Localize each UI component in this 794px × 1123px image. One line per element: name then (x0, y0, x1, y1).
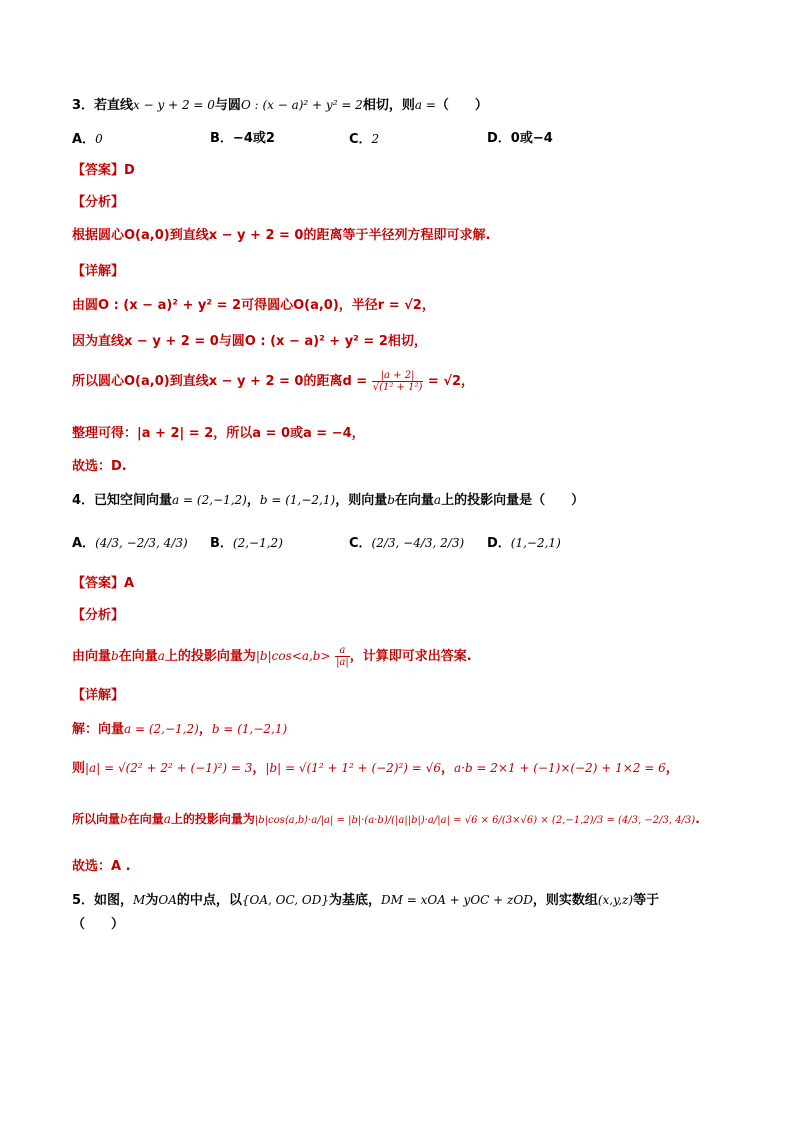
q4-option-c: C．(2/3, −4/3, 2/3) (349, 536, 465, 551)
q3-option-c: C．2 (349, 132, 380, 147)
q4-option-a: A．(4/3, −2/3, 4/3) (72, 536, 188, 551)
q3-distance-fraction: $\frac{|a + 2|}{\text{√(1² + 1²)}}$ (372, 370, 423, 393)
q4-detail-line-2: 则|a| = √(2² + 2² + (−1)²) = 3，|b| = √(1² + 1² + (−2)²) = √6，a·b = 2×1 + (−1)×(−2) + 1×2 = 6， (72, 761, 679, 776)
q4-detail-line-3: 所以向量b在向量a上的投影向量为|b|cos⟨a,b⟩·a/|a| = |b|·(a·b)/(|a||b|)·a/|a| = √6 × 6/(3×√6) × (2,−1,2)/3 = (4/3, −2/3, 4/3). (72, 812, 700, 826)
q4-analysis-text: 由向量b在向量a上的投影向量为|b|cos<a,b> $\frac{a}{|a|}$ ，计算即可求出答案. (72, 645, 472, 668)
q3-detail-line-1: 由圆O : (x − a)² + y² = 2可得圆心O(a,0)，半径r = √2， (72, 298, 435, 313)
q3-detail-tag: 【详解】 (72, 264, 125, 279)
q4-answer: 【答案】A (72, 576, 135, 591)
q3-analysis-tag: 【分析】 (72, 195, 125, 210)
q3-detail-line-2: 因为直线x − y + 2 = 0与圆O : (x − a)² + y² = 2相切， (72, 334, 427, 349)
q4-analysis-tag: 【分析】 (72, 608, 125, 623)
q4-detail-line-4: 故选：A . (72, 859, 131, 874)
q4-analysis-fraction: $\frac{a}{|a|}$ (336, 645, 349, 668)
q4-option-b: B．(2,−1,2) (210, 536, 283, 551)
q3-detail-line-3: 所以圆心O(a,0)到直线x − y + 2 = 0的距离d = $\frac{|a + 2|}{\text{√(1² + 1²)}}$ = √2， (72, 370, 475, 393)
q4-option-d: D．(1,−2,1) (487, 536, 561, 551)
q3-stem: 3．若直线x − y + 2 = 0与圆O : (x − a)² + y² = 2相切，则a =（ ） (72, 98, 488, 113)
q4-detail-line-1: 解：向量a = (2,−1,2)，b = (1,−2,1) (72, 722, 288, 737)
q3-option-d: D．0或−4 (487, 131, 553, 146)
q3-option-a: A．0 (72, 132, 103, 147)
q4-stem: 4．已知空间向量a = (2,−1,2)，b = (1,−2,1)，则向量b在向量a上的投影向量是（ ） (72, 493, 585, 508)
q3-option-b: B．−4或2 (210, 131, 275, 146)
q5-stem: 5．如图，M为OA的中点，以{OA, OC, OD}为基底，DM = xOA + yOC + zOD，则实数组(x,y,z)等于 (72, 893, 660, 908)
q5-paren: （ ） (72, 917, 125, 932)
q3-detail-line-5: 故选：D. (72, 459, 127, 474)
q3-answer: 【答案】D (72, 163, 135, 178)
q3-detail-line-4: 整理可得：|a + 2| = 2，所以a = 0或a = −4， (72, 426, 365, 441)
q3-analysis-text: 根据圆心O(a,0)到直线x − y + 2 = 0的距离等于半径列方程即可求解. (72, 228, 491, 243)
q4-detail-tag: 【详解】 (72, 688, 125, 703)
